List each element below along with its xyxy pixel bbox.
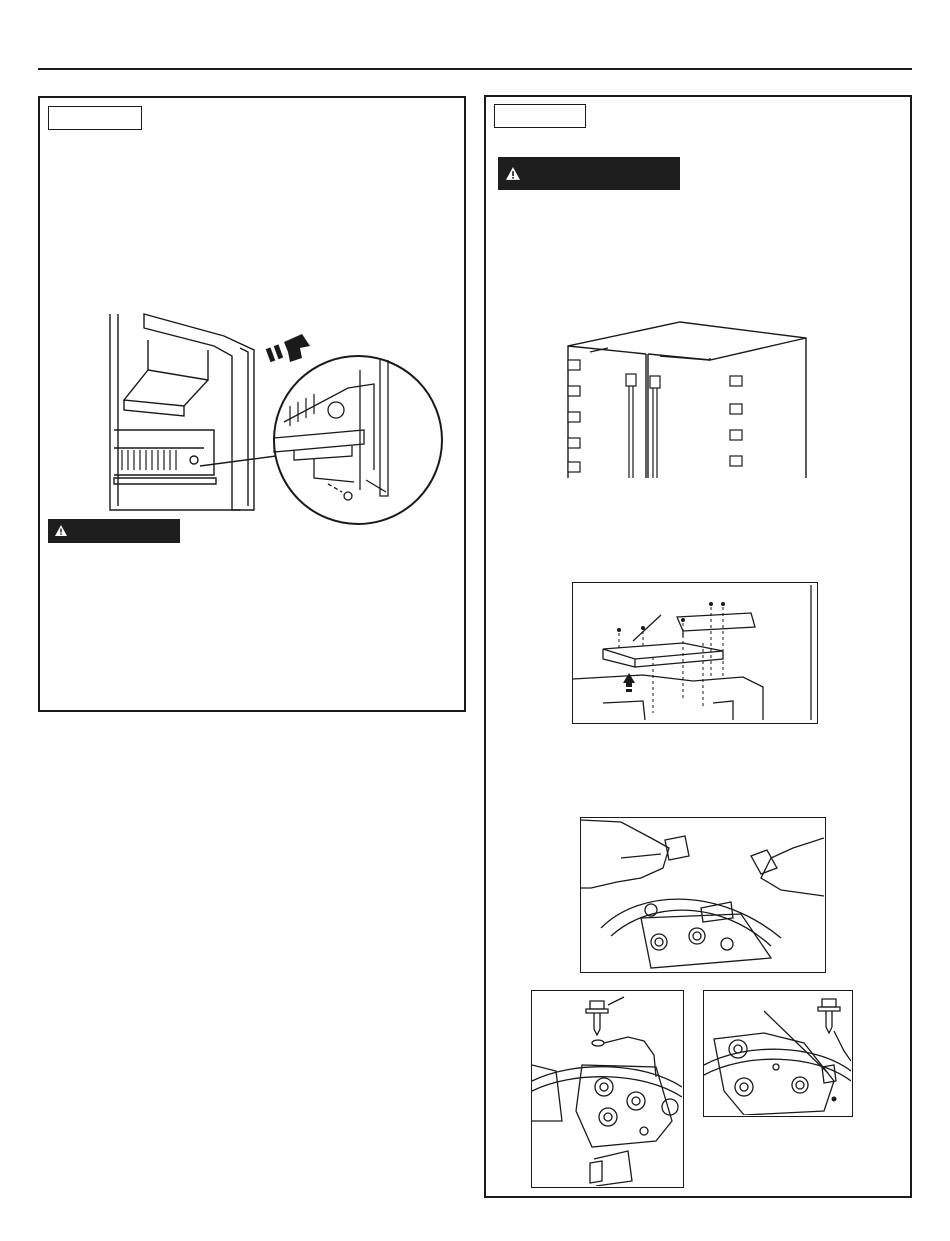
drawer-slide-figure (104, 310, 444, 525)
refrigerator-top-figure (560, 318, 814, 480)
warning-triangle-icon (55, 525, 67, 536)
right-warning-bar (498, 157, 680, 190)
refrigerator-illustration (560, 318, 814, 480)
header-rule (38, 68, 912, 70)
drawer-slide-illustration (104, 310, 444, 525)
hinge-cover-figure (572, 582, 818, 724)
left-warning-bar (48, 519, 180, 543)
ground-screw-left-figure (531, 990, 684, 1188)
ground-screw-right-figure (703, 990, 853, 1117)
ground-screw-left-illustration (532, 991, 682, 1186)
ground-screw-right-illustration (704, 991, 851, 1115)
wire-harness-figure (580, 817, 826, 973)
warning-triangle-icon (506, 167, 520, 180)
right-step-tag (494, 104, 586, 128)
wire-harness-illustration (581, 818, 824, 971)
hinge-cover-illustration (573, 583, 816, 722)
left-step-tag (48, 106, 142, 130)
